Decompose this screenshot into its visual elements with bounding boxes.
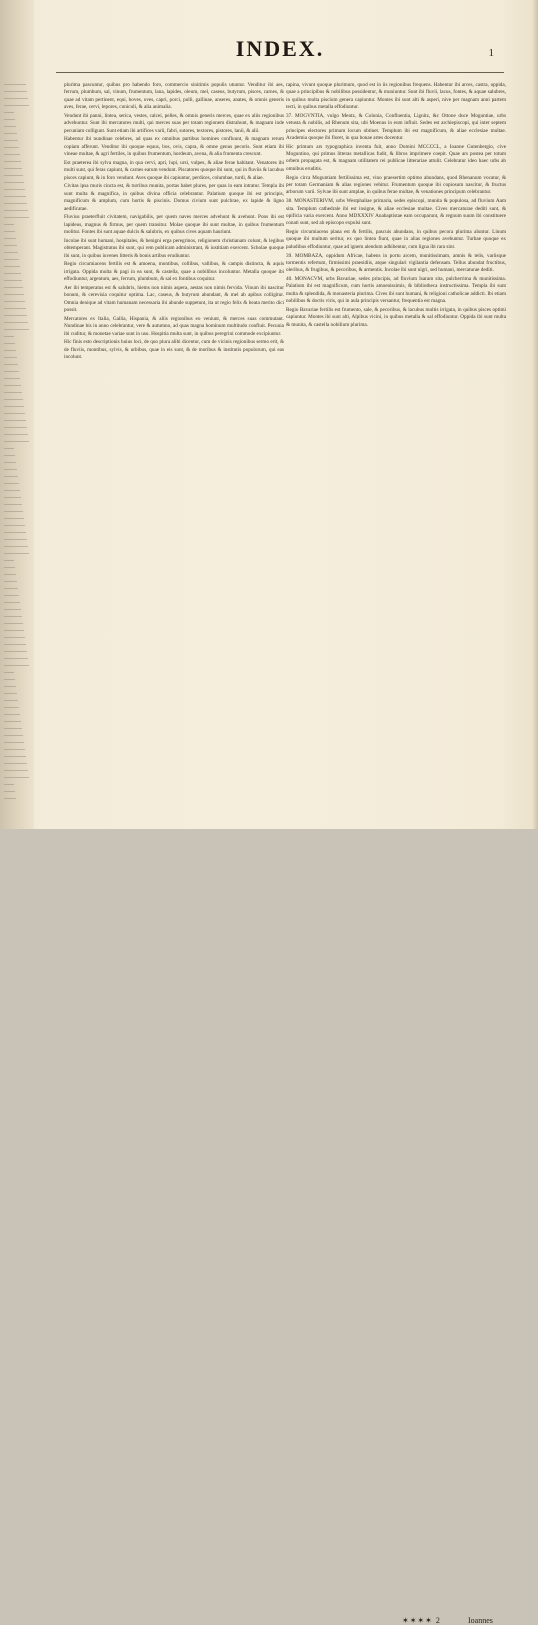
gutter-bleed-line [4,294,24,295]
gutter-bleed-line [4,462,16,463]
index-paragraph: Regio circumiacens plana est & fertilis, pascuis abundans, in quibus pecora plurima aluntur. Linum quoque ibi multum seritur, ex quo lintea fiunt, quae in alias regiones avehuntur. Turbae quoque ex paludibus effodiuntur, quae ad ignem alendum adhibentur, cum ligna ibi rara sint. [286,229,506,250]
gutter-bleed-line [4,714,20,715]
page-header [0,0,538,60]
index-paragraph: plurima pascuntur, quibus pro habendo foro, commercio sinitimis populis utuntur. Venditur ibi aes, ferrum, plumbum, sal, vinum, frumentum, lana, lapides, oleum, mel, caseus, butyrum, pisces, carnes, & quae ad vitam pertinent, equi, boves, oves, capri, porci, pulli, gallinae, anseres, anates, & omnis generis aves, ferae, cervi, lepores, cuniculi, & alia animalia. [64,82,284,111]
gutter-bleed-line [4,644,26,645]
page-number: 1 [488,47,494,59]
gutter-bleed-line [4,245,17,246]
gutter-bleed-line [4,238,16,239]
left-column [64,82,284,804]
gutter-bleed-line [4,476,18,477]
gutter-bleed-line [4,455,15,456]
gutter-bleed-line [4,483,19,484]
gutter-bleed-line [4,378,20,379]
gutter-bleed-line [4,798,16,799]
gutter-bleed-line [4,119,15,120]
gutter-bleed-line [4,700,18,701]
gutter-bleed-line [4,672,14,673]
index-paragraph: Incolae ibi sunt humani, hospitales, & benigni erga peregrinos, religionem christianam colunt, & legibus obtemperant. Magistratus ibi sunt, qui rem publicam administrant, & iustitiam exercent. Scholae quoque ibi sunt, in quibus iuvenes litteris & bonis artibus erudiuntur. [64,237,284,259]
header-rule [56,72,504,73]
gutter-bleed-line [4,539,27,540]
gutter-bleed-line [4,567,15,568]
index-paragraph: Vendunt ibi panni, lintea, serica, vestes, calcei, pelles, & omnis generis merces, quae ex aliis regionibus advehuntur. Sunt ibi mercatores multi, qui merces suas per totam regionem distrahunt, & magnam inde pecuniam colligunt. Sunt etiam ibi artifices varii, fabri, sutores, textores, pistores, lanii, & alii. [64,112,284,134]
gutter-bleed-line [4,259,19,260]
gutter-bleed-line [4,532,26,533]
gutter-bleed-line [4,371,19,372]
gutter-bleed-line [4,105,29,106]
index-paragraph: Civitas ipsa muris cincta est, & turribus munita, portas habet plures, per quas in eam intratur. Templa ibi sunt multa & magnifica, in quibus divina officia celebrantur. Palatium quoque ibi est principis, magnificum & amplum, cum hortis & piscinis. Domus civium sunt pulchrae, ex lapide & ligno aedificatae. [64,183,284,212]
gutter-bleed-line [4,728,22,729]
gutter-bleed-line [4,721,21,722]
gutter-bleed-line [4,280,22,281]
index-paragraph: 39. MOMBAZA, oppidum Africae, habens in portu arcem, munitissimam, amnis & telis, variisque tormentis refertum, firmissimi praesidiis, atque singulari vigilantia defensam. Tellus abundat fructibus, oleribus, & frugibus, & pecoribus, & armentis. Incolae ibi sunt nigri, sed humani, mercaturae dediti. [286,252,506,274]
gutter-bleed-line [4,651,27,652]
gutter-bleed-line [4,686,16,687]
gutter-bleed-line [4,525,25,526]
gutter-bleed-line [4,742,24,743]
index-paragraph: Regio circumiacens fertilis est & amoena, montibus, collibus, vallibus, & campis distincta, & aquis irrigata. Oppida multa & pagi in ea sunt, & castella, quae a nobilibus incoluntur. Metalla quoque ibi effodiuntur, argentum, aes, ferrum, plumbum, & sal ex fontibus coquitur. [64,261,284,283]
gutter-bleed-line [4,602,20,603]
gutter-bleed-line [4,357,17,358]
gutter-bleed-line [4,434,28,435]
gutter-bleed-line [4,791,15,792]
gutter-bleed-line [4,112,14,113]
gutter-bleed-line [4,133,17,134]
gutter-bleed-line [4,630,24,631]
gutter-bleed-line [4,623,23,624]
gutter-bleed-line [4,581,17,582]
gutter-bleed-line [4,203,27,204]
gutter-bleed-line [4,749,25,750]
gutter-bleed-line [4,322,28,323]
gutter-bleed-line [4,469,17,470]
gutter-bleed-line [4,490,20,491]
gutter-bleed-line [4,308,26,309]
page-edge-shadow [532,0,538,829]
index-paragraph: rapina, vivunt quoque plurimum, quod est in iis regionibus frequens. Habentur ibi arces, castra, oppida, quae a principibus & nobilibus possidentur, & muniuntur. Sunt ibi fluvii, lacus, fontes, & aquae salubres, in quibus multa piscium genera capiuntur. Montes ibi sunt alti & asperi, nive per magnam anni partem tecti, in quibus metalla effodiuntur. [286,82,506,111]
index-paragraph: Habentur ibi nundinae celebres, ad quas ex omnibus partibus homines confluunt, & magnam rerum copiam afferunt. Venditur ibi quoque equus, bos, ovis, capra, & omne genus pecoris. Sunt etiam ibi vineae multae, & agri fertiles, in quibus frumentum, hordeum, avena, & alia frumenta crescunt. [64,136,284,158]
gutter-bleed-line [4,609,21,610]
gutter-bleed-line [4,588,18,589]
gutter-bleed-line [4,427,27,428]
gutter-bleed-line [4,574,16,575]
gutter-bleed-line [4,399,23,400]
gutter-bleed-line [4,273,21,274]
gutter-bleed-line [4,224,14,225]
index-paragraph: Mercatores ex Italia, Gallia, Hispania, & aliis regionibus eo veniunt, & merces suas commutant. Nundinae bis in anno celebrantur, vere & autumno, ad quas magna hominum multitudo confluit. Pecunia ibi cuditur, & monetae variae sunt in usu. Hospitia multa sunt, in quibus peregrini commode excipiuntur. [64,315,284,337]
gutter-bleed-line [4,546,28,547]
gutter-bleed-line [4,616,22,617]
gutter-bleed-line [4,364,18,365]
gutter-bleed-line [4,301,25,302]
gutter-bleed-line [4,315,27,316]
index-paragraph: Hic primum ars typographica inventa fuit, anno Domini MCCCCL, a Ioanne Gutenbergio, cive Moguntino, qui primus litteras metallicas fudit, & libros imprimere coepit. Quae ars postea per totum orbem propagata est, & magnam utilitatem rei publicae litterariae attulit. Celebratur ideo haec urbs ab omnibus eruditis. [286,143,506,172]
binding-gutter [0,0,34,829]
gutter-bleed-line [4,84,26,85]
gutter-bleed-line [4,518,24,519]
index-paragraph: 40. MONACVM, urbs Bavariae, sedes principis, ad fluvium Isaram sita, pulcherrima & munitissima. Palatium ibi est magnificum, cum hortis amoenissimis, & bibliotheca instructissima. Templa ibi sunt multa & splendida, & monasteria plurima. Cives ibi sunt humani, & religioni catholicae addicti. Ibi etiam nobilibus & doctis viris, qui in aula principis versantur, frequentia est magna. [286,276,506,305]
gutter-bleed-line [4,707,19,708]
index-paragraph: Est praeterea ibi sylva magna, in qua cervi, apri, lupi, ursi, vulpes, & aliae ferae habitant. Venatores ibi multi sunt, qui feras capiunt, & carnes earum vendunt. Piscatores quoque ibi sunt, qui in fluviis & lacubus pisces capiunt, & in foro vendunt. Aves quoque ibi capiuntur, perdices, columbae, turdi, & aliae. [64,159,284,181]
gutter-bleed-line [4,448,14,449]
index-paragraph: Aer ibi temperatus est & salubris, hiems non nimis aspera, aestas non nimis fervida. Vinum ibi nascitur bonum, & cerevisia coquitur optima. Lac, caseus, & butyrum abundant, & mel ab apibus colligitur. Omnia denique ad vitam humanam necessaria ibi abunde suppetunt, ita ut regio felix & beata merito dici possit. [64,284,284,313]
gutter-bleed-line [4,392,22,393]
gutter-bleed-line [4,413,25,414]
gutter-bleed-line [4,175,23,176]
gutter-bleed-line [4,679,15,680]
gutter-bleed-line [4,343,15,344]
gutter-bleed-line [4,658,28,659]
gutter-bleed-line [4,735,23,736]
gutter-bleed-line [4,154,20,155]
gutter-bleed-line [4,756,26,757]
gutter-bleed-line [4,252,18,253]
gutter-bleed-line [4,770,28,771]
gutter-bleed-line [4,511,23,512]
gutter-bleed-line [4,385,21,386]
gutter-bleed-line [4,140,18,141]
gutter-bleed-line [4,665,29,666]
gutter-bleed-line [4,91,27,92]
index-paragraph: 38. MONASTERIVM, urbs Westphaliae primaria, sedes episcopi, munita & populosa, ad fluvium Aam sita. Templum cathedrale ibi est insigne, & aliae ecclesiae multae. Cives mercaturae dediti sunt, & opificia varia exercent. Anno MDXXXIV Anabaptistae eam occuparunt, & regnum suum ibi constituere conati sunt, sed ab episcopo expulsi sunt. [286,198,506,227]
gutter-bleed-line [4,168,22,169]
gutter-bleed-line [4,560,14,561]
gutter-bleed-line [4,553,29,554]
gutter-bleed-line [4,784,14,785]
index-paragraph: Fluvius praeterfluit civitatem, navigabilis, per quem naves merces advehunt & avehunt. Pons ibi est lapideus, magnus & firmus, per quem transitur. Molae quoque ibi sunt multae, in quibus frumentum molitur. Fontes ibi sunt aquae dulcis & salubris, ex quibus cives aquam hauriunt. [64,214,284,236]
gutter-bleed-line [4,98,28,99]
index-paragraph: Regio Bavariae fertilis est frumento, sale, & pecoribus, & lacubus multis irrigata, in quibus pisces optimi capiuntur. Montes ibi sunt alti, Alpibus vicini, in quibus metalla & sal effodiuntur. Oppida ibi sunt multa & munita, & castella nobilium plurima. [286,306,506,328]
gutter-bleed-line [4,231,15,232]
gutter-bleed-line [4,693,17,694]
gutter-bleed-line [4,336,14,337]
gutter-bleed-line [4,217,29,218]
index-paragraph: 37. MOGVNTIA, vulgo Mentz, & Colonia, Confluentia, Lignitz, &c Ottone duce Moguntiae, urbs vetusta & nobilis, ad Rhenum sita, ubi Moenus in eum influit. Sedes est archiepiscopi, qui inter septem principes electores primum locum obtinet. Templum ibi est magnificum, & aliae ecclesiae multae. Academia quoque ibi floret, in qua bonae artes docentur. [286,112,506,141]
index-paragraph: Hic finis esto descriptionis huius loci, de quo plura alibi dicentur, cum de vicinis regionibus sermo erit, & de fluviis, montibus, sylvis, & urbibus, quae in eis sunt, & de moribus & institutis populorum, qui eas incolunt. [64,339,284,361]
gutter-bleed-line [4,126,16,127]
right-column [286,82,506,804]
gutter-bleed-line [4,350,16,351]
gutter-bleed-line [4,595,19,596]
gutter-bleed-line [4,637,25,638]
gutter-bleed-line [4,441,29,442]
gutter-bleed-line [4,182,24,183]
gutter-bleed-line [4,406,24,407]
gutter-bleed-line [4,329,29,330]
gutter-bleed-line [4,504,22,505]
gutter-bleed-line [4,266,20,267]
signature-mark: ✶✶✶✶ 2 [402,1616,441,1625]
gutter-bleed-line [4,189,25,190]
page-footer [0,806,538,1625]
gutter-bleed-line [4,147,19,148]
gutter-bleed-line [4,210,28,211]
gutter-bleed-line [4,420,26,421]
index-paragraph: Regio circa Moguntiam fertilissima est, vino praesertim optimo abundans, quod Rhenanum vocatur, & per totam Germaniam & alias regiones vehitur. Frumentum quoque ibi copiosum nascitur, & fructus arborum varii. Sylvae ibi sunt amplae, in quibus ferae multae, & venationes principum celebrantur. [286,174,506,196]
catchword: Ioannes [468,1616,493,1625]
gutter-bleed-line [4,763,27,764]
gutter-bleed-line [4,161,21,162]
gutter-bleed-line [4,287,23,288]
gutter-bleed-line [4,777,29,778]
gutter-bleed-line [4,497,21,498]
gutter-bleed-line [4,196,26,197]
page-title: INDEX. [235,36,325,61]
